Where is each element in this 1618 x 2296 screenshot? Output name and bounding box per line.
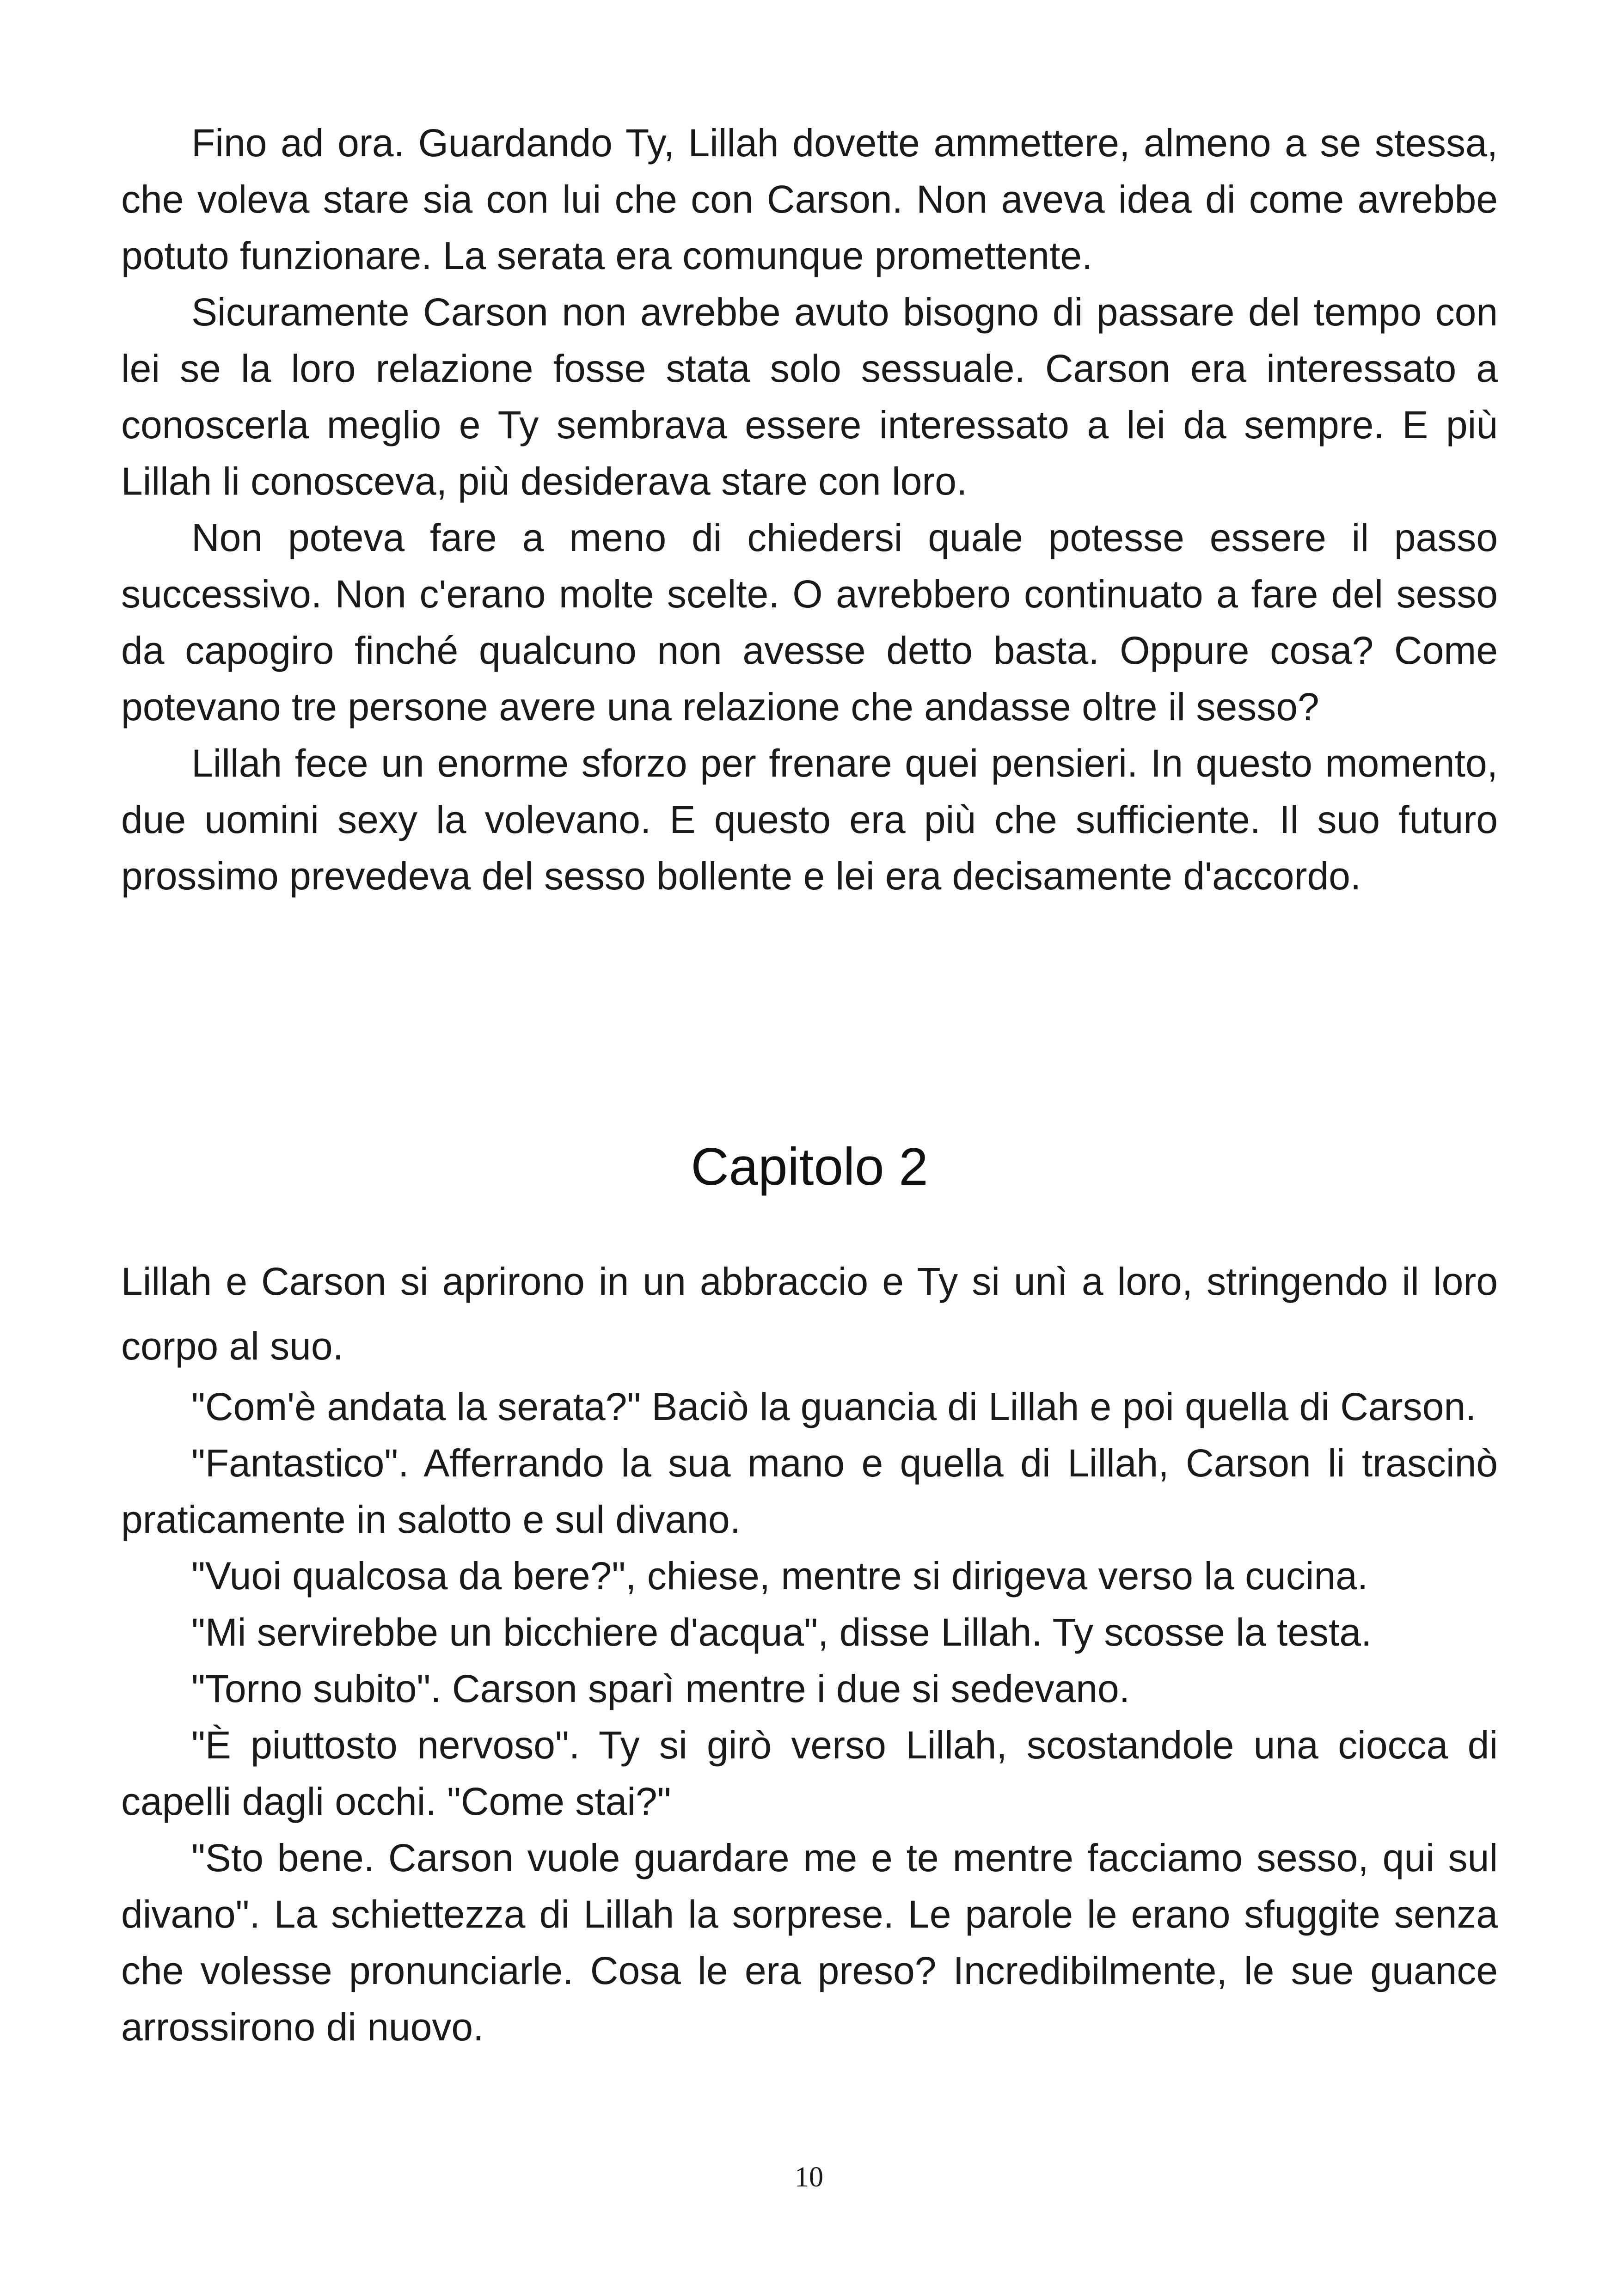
paragraph: Sicuramente Carson non avrebbe avuto bisogno di passare del tempo con lei se la loro relazione fosse stata solo sessuale. Carson era interessato a conoscerla meglio e Ty sembrava essere interessato a lei da sempre. E più Lillah li conosceva, più desiderava stare con loro. [121,290,1498,503]
paragraph: "Fantastico". Afferrando la sua mano e quella di Lillah, Carson li trascinò praticamente in salotto e sul divano. [121,1441,1498,1541]
paragraph: "Torno subito". Carson sparì mentre i due si sedevano. [191,1667,1130,1710]
paragraph: Lillah e Carson si aprirono in un abbraccio e Ty si unì a loro, stringendo il loro corpo al suo. [121,1260,1498,1368]
paragraph: "Sto bene. Carson vuole guardare me e te mentre facciamo sesso, qui sul divano". La schiettezza di Lillah la sorprese. Le parole le erano sfuggite senza che volesse pronunciarle. Cosa le era preso? Incredibilmente, le sue guance arrossirono di nuovo. [121,1836,1498,2049]
paragraph: Lillah fece un enorme sforzo per frenare quei pensieri. In questo momento, due uomini sexy la volevano. E questo era più che sufficiente. Il suo futuro prossimo prevedeva del sesso bollente e lei era decisamente d'accordo. [121,741,1498,898]
text-before-chapter [121,115,1498,904]
paragraph: "Mi servirebbe un bicchiere d'acqua", disse Lillah. Ty scosse la testa. [191,1610,1372,1654]
page-number: 10 [795,2161,823,2193]
paragraph: "Com'è andata la serata?" Baciò la guancia di Lillah e poi quella di Carson. [191,1385,1477,1428]
paragraph: "Vuoi qualcosa da bere?", chiese, mentre si dirigeva verso la cucina. [191,1554,1368,1598]
text-after-chapter [121,1249,1498,2055]
paragraph: Fino ad ora. Guardando Ty, Lillah dovette ammettere, almeno a se stessa, che voleva stare sia con lui che con Carson. Non aveva idea di come avrebbe potuto funzionare. La serata era comunque promettente. [121,121,1498,277]
chapter-title: Capitolo 2 [691,1138,928,1196]
paragraph: Non poteva fare a meno di chiedersi quale potesse essere il passo successivo. Non c'erano molte scelte. O avrebbero continuato a fare del sesso da capogiro finché qualcuno non avesse detto basta. Oppure cosa? Come potevano tre persone avere una relazione che andasse oltre il sesso? [121,516,1498,729]
paragraph: "È piuttosto nervoso". Ty si girò verso Lillah, scostandole una ciocca di capelli dagli occhi. "Come stai?" [121,1723,1498,1823]
